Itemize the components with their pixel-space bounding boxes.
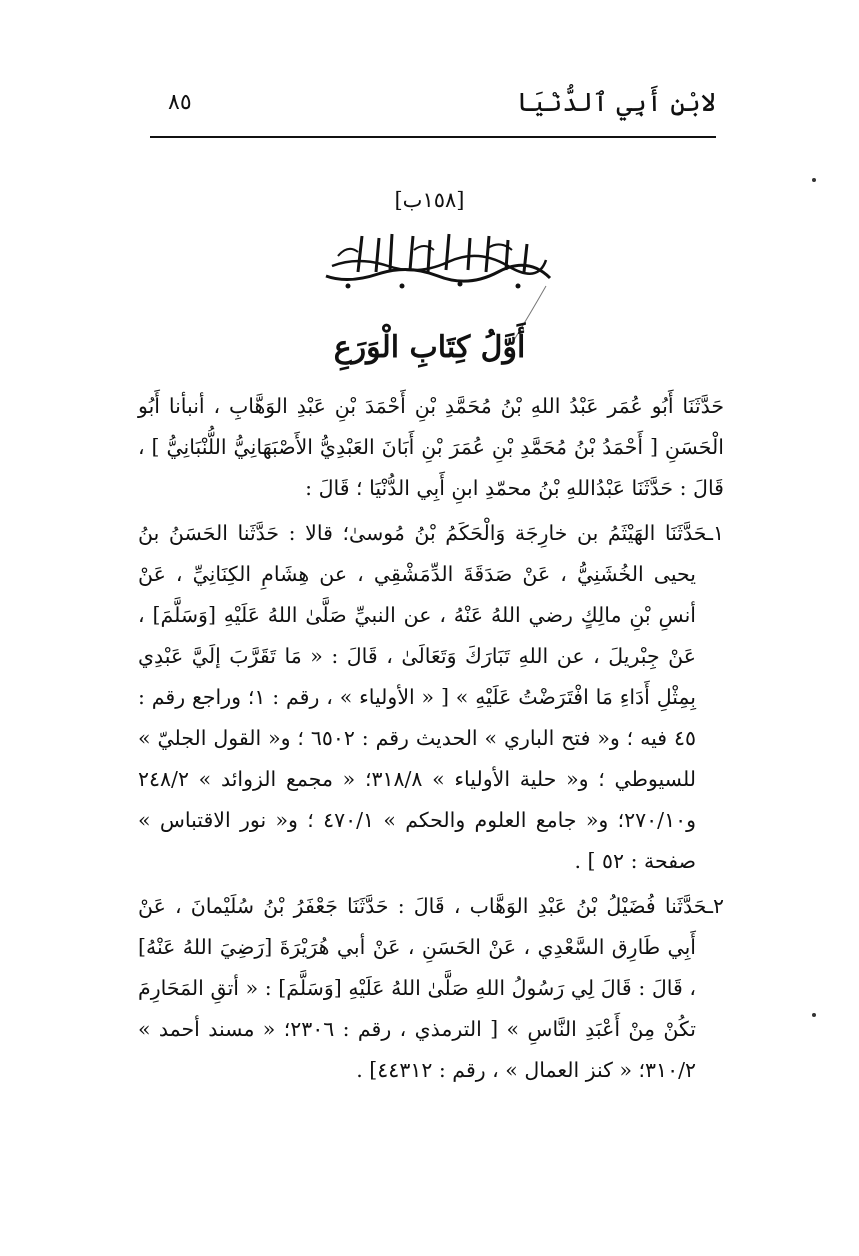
isnad-paragraph: حَدَّثَنَا أَبُو عُمَر عَبْدُ اللهِ بْنُ مُحَمَّدِ بْنِ أَحْمَدَ بْنِ عَبْدِ الوَهَّابِ ، أنبأنا أَبُو الْحَسَنِ [ أَحْمَدُ بْنُ مُحَمَّدِ بْنِ عُمَرَ بْنِ أَبَانَ العَبْدِيُّ الأَصْبَهَانِيُّ اللُّنْبَانِيُّ ] ، قَالَ : حَدَّثَنَا عَبْدُاللهِ بْنُ محمّدِ ابنِ أَبِي الدُّنْيَا ؛ قَالَ : [138, 394, 724, 500]
hadith-1-paragraph: ١ـحَدَّثَنَا الهَيْثَمُ بن خارِجَة وَالْحَكَمُ بْنُ مُوسىٰ؛ قالا : حَدَّثَنا الحَسَنُ بنُ يحيى الخُشَنِيُّ ، عَنْ صَدَقَةَ الدِّمَشْقِي ، عن هِشَامِ الكِنَانِيِّ ، عَنْ أنسِ بْنِ مالِكٍ رضي اللهُ عَنْهُ ، عن النبيِّ صَلَّىٰ اللهُ عَلَيْهِ [وَسَلَّمَ] ، عَنْ جِبْريلَ ، عن اللهِ تَبَارَكَ وَتَعَالَىٰ ، قَالَ : « مَا تَقَرَّبَ إلَيَّ عَبْدِي بِمِثْلِ أَدَاءِ مَا افْتَرَضْتُ عَلَيْهِ » [ « الأولياء » ، رقم : ١؛ وراجع رقم : ٤٥ فيه ؛ و« فتح الباري » الحديث رقم : ٦٥٠٢ ؛ و« القول الجليّ » للسيوطي ؛ و« حلية الأولياء » ٣١٨/٨؛ « مجمع الزوائد » ٢٤٨/٢ و٢٧٠/١٠؛ و« جامع العلوم والحكم » ٤٧٠/١ ؛ و« نور الاقتباس » صفحة : ٥٢ ] . [138, 521, 724, 873]
page-header [150, 82, 716, 134]
folio-marker: [١٥٨ب] [394, 188, 465, 212]
running-title: لابْنِ أَبِي ٱلدُّنْيَا [516, 88, 716, 118]
margin-speck [812, 178, 816, 182]
margin-speck [812, 1013, 816, 1017]
basmala-calligraphy-drawing [318, 226, 558, 292]
hadith-2-paragraph: ٢ـحَدَّثَنا فُضَيْلُ بْنُ عَبْدِ الوَهَّاب ، قَالَ : حَدَّثَنَا جَعْفَرُ بْنُ سُلَيْمانَ ، عَنْ أَبِي طَارِق السَّعْدِي ، عَنْ الحَسَنِ ، عَنْ أبي هُرَيْرَةَ [رَضِيَ اللهُ عَنْهُ] ، قَالَ : قَالَ لِي رَسُولُ اللهِ صَلَّىٰ اللهُ عَلَيْهِ [وَسَلَّمَ] : « أتقِ المَحَارِمَ تكُنْ مِنْ أَعْبَدِ النَّاسِ » [ الترمذي ، رقم : ٢٣٠٦؛ « مسند أحمد » ٣١٠/٢؛ « كنز العمال » ، رقم : ٤٤٣١٢] . [138, 894, 724, 1082]
main-text [138, 386, 724, 1095]
chapter-title: أَوَّلُ كِتَابِ الْوَرَعِ [333, 330, 526, 365]
page-number: ٨٥ [168, 90, 192, 115]
header-rule [150, 136, 716, 138]
basmala-calligraphy [318, 226, 558, 292]
